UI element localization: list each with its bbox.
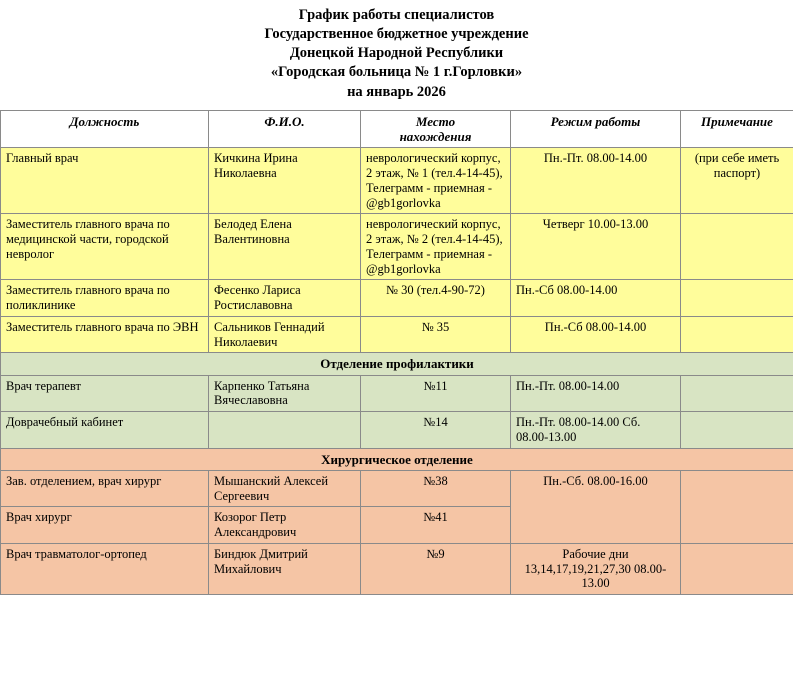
table-header: [1, 110, 793, 148]
title-line-2: Государственное бюджетное учреждение: [264, 26, 529, 43]
cell-schedule: Четверг 10.00-13.00: [511, 214, 681, 280]
column-header-note: Примечание: [681, 110, 793, 148]
cell-position: Заместитель главного врача по поликлинике: [1, 280, 209, 317]
cell-schedule: Пн.-Пт. 08.00-14.00 Сб. 08.00-13.00: [511, 412, 681, 449]
cell-location: №38: [361, 470, 511, 507]
cell-location: № 30 (тел.4-90-72): [361, 280, 511, 317]
cell-location: № 35: [361, 316, 511, 353]
cell-name: Карпенко Татьяна Вячеславовна: [209, 375, 361, 412]
cell-name: Кичкина Ирина Николаевна: [209, 148, 361, 214]
table-header-row: [1, 110, 793, 148]
cell-name: Биндюк Дмитрий Михайлович: [209, 543, 361, 594]
cell-note: [681, 412, 793, 449]
cell-position: Врач терапевт: [1, 375, 209, 412]
column-header-position: Должность: [1, 110, 209, 148]
cell-location: №9: [361, 543, 511, 594]
column-header-location: [361, 110, 511, 148]
cell-schedule: Пн.-Сб 08.00-14.00: [511, 316, 681, 353]
cell-name: [209, 412, 361, 449]
table-row: [1, 214, 793, 280]
table-row: [1, 375, 793, 412]
cell-schedule: Пн.-Пт. 08.00-14.00: [511, 375, 681, 412]
column-header-schedule: Режим работы: [511, 110, 681, 148]
title-line-1: График работы специалистов: [298, 7, 495, 23]
cell-name: Козорог Петр Александрович: [209, 507, 361, 544]
cell-position: Главный врач: [1, 148, 209, 214]
cell-note: [681, 280, 793, 317]
table-row: [1, 412, 793, 449]
section-header-row-surgery: [1, 448, 793, 470]
table-row: [1, 316, 793, 353]
cell-note: [681, 316, 793, 353]
table-row: [1, 148, 793, 214]
cell-name: Сальников Геннадий Николаевич: [209, 316, 361, 353]
title-line-5: на январь 2026: [347, 83, 446, 100]
table-row: [1, 543, 793, 594]
cell-location: №11: [361, 375, 511, 412]
cell-schedule: Пн.-Сб. 08.00-16.00: [511, 470, 681, 543]
section-title-surgery: Хирургическое отделение: [1, 448, 793, 470]
column-header-location-line2: нахождения: [399, 128, 472, 144]
cell-location: неврологический корпус, 2 этаж, № 1 (тел.4-14-45), Телеграмм - приемная - @gb1gorlovka: [361, 148, 511, 214]
cell-position: Доврачебный кабинет: [1, 412, 209, 449]
document-title: [0, 0, 793, 110]
section-title-prevention: Отделение профилактики: [1, 353, 793, 375]
cell-position: Заместитель главного врача по ЭВН: [1, 316, 209, 353]
cell-position: Заместитель главного врача по медицинской части, городской невролог: [1, 214, 209, 280]
cell-position: Врач хирург: [1, 507, 209, 544]
column-header-location-line1: Место: [415, 113, 456, 129]
cell-note: (при себе иметь паспорт): [681, 148, 793, 214]
cell-schedule: Пн.-Сб 08.00-14.00: [511, 280, 681, 317]
cell-note: [681, 543, 793, 594]
cell-position: Врач травматолог-ортопед: [1, 543, 209, 594]
column-header-name: Ф.И.О.: [209, 110, 361, 148]
cell-location: №41: [361, 507, 511, 544]
section-header-row-prevention: [1, 353, 793, 375]
title-line-4: «Городская больница № 1 г.Горловки»: [270, 64, 523, 81]
cell-schedule: Рабочие дни 13,14,17,19,21,27,30 08.00-13.00: [511, 543, 681, 594]
cell-location: №14: [361, 412, 511, 449]
cell-note: [681, 375, 793, 412]
cell-note: [681, 214, 793, 280]
table-body: [1, 148, 793, 595]
table-row: [1, 470, 793, 507]
cell-schedule: Пн.-Пт. 08.00-14.00: [511, 148, 681, 214]
schedule-table: [0, 110, 793, 596]
title-line-3: Донецкой Народной Республики: [289, 45, 504, 62]
cell-note: [681, 470, 793, 543]
cell-location: неврологический корпус, 2 этаж, № 2 (тел.4-14-45), Телеграмм - приемная - @gb1gorlovka: [361, 214, 511, 280]
cell-name: Фесенко Лариса Ростиславовна: [209, 280, 361, 317]
cell-position: Зав. отделением, врач хирург: [1, 470, 209, 507]
cell-name: Белодед Елена Валентиновна: [209, 214, 361, 280]
cell-name: Мышанский Алексей Сергеевич: [209, 470, 361, 507]
table-row: [1, 280, 793, 317]
